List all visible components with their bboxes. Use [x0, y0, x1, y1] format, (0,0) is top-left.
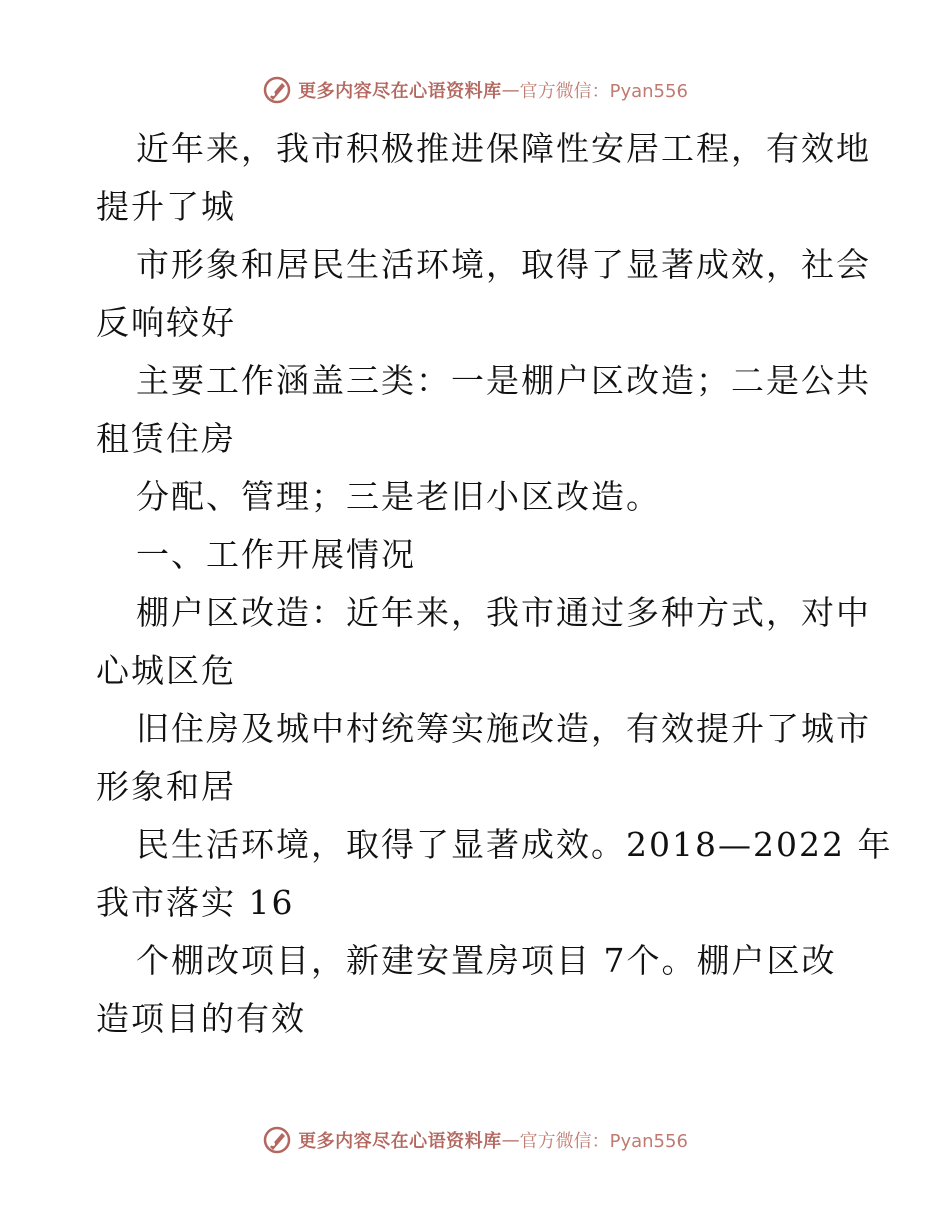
text-line: 反响较好 — [96, 303, 236, 342]
document-body — [96, 120, 893, 1048]
text-line: 旧住房及城中村统筹实施改造，有效提升了城市 — [136, 709, 871, 748]
text-line: 提升了城 — [96, 187, 236, 226]
pen-logo-icon — [262, 1125, 292, 1155]
text-line: 棚户区改造：近年来，我市通过多种方式，对中 — [136, 593, 871, 632]
banner-dash: — — [501, 1129, 520, 1151]
text-line: 民生活环境，取得了显著成效。2018—2022 年 — [136, 825, 893, 864]
section-heading: 一、工作开展情况 — [136, 535, 416, 574]
pen-logo-icon — [262, 75, 292, 105]
text-line: 租赁住房 — [96, 419, 236, 458]
text-line: 主要工作涵盖三类：一是棚户区改造；二是公共 — [136, 361, 871, 400]
banner-site-name: 更多内容尽在心语资料库 — [298, 1131, 502, 1152]
banner-dash: — — [501, 79, 520, 101]
text-line: 心城区危 — [96, 651, 236, 690]
header-watermark-banner — [0, 72, 950, 108]
banner-site-name: 更多内容尽在心语资料库 — [298, 81, 502, 102]
text-line: 市形象和居民生活环境，取得了显著成效，社会 — [136, 245, 871, 284]
text-line: 分配、管理；三是老旧小区改造。 — [136, 477, 661, 516]
banner-contact: 官方微信：Pyan556 — [519, 81, 688, 102]
text-line: 我市落实 16 — [96, 883, 295, 922]
text-line: 造项目的有效 — [96, 999, 306, 1038]
text-line: 近年来，我市积极推进保障性安居工程，有效地 — [136, 129, 871, 168]
text-line: 形象和居 — [96, 767, 236, 806]
text-line: 个棚改项目，新建安置房项目 7个。棚户区改 — [136, 941, 837, 980]
footer-watermark-banner — [0, 1122, 950, 1158]
banner-contact: 官方微信：Pyan556 — [519, 1131, 688, 1152]
